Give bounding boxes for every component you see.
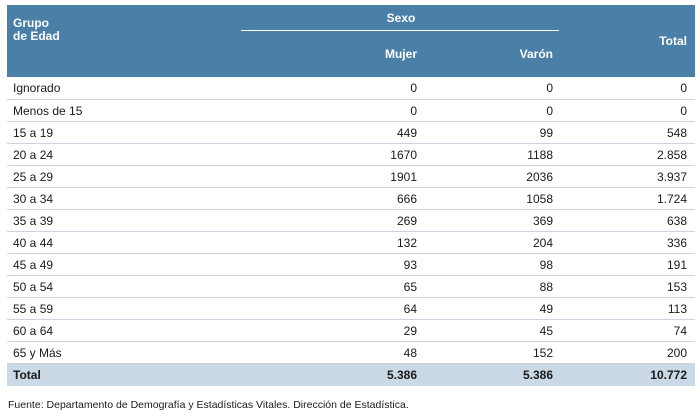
cell-mujer: 0 [241, 77, 425, 100]
cell-total: 3.937 [561, 166, 695, 188]
cell-total: 0 [561, 77, 695, 100]
cell-varon: 2036 [425, 166, 561, 188]
cell-mujer: 65 [241, 276, 425, 298]
cell-mujer: 1901 [241, 166, 425, 188]
table-row [7, 276, 695, 298]
source-note: Fuente: Departamento de Demografía y Estadísticas Vitales. Dirección de Estadística. [8, 399, 409, 411]
cell-mujer: 93 [241, 254, 425, 276]
cell-mujer: 0 [241, 100, 425, 122]
cell-total: 548 [561, 122, 695, 144]
cell-grupo: 40 a 44 [7, 232, 241, 254]
total-row-label: Total [7, 364, 241, 387]
cell-grupo: Menos de 15 [7, 100, 241, 122]
cell-grupo: 55 a 59 [7, 298, 241, 320]
cell-total: 1.724 [561, 188, 695, 210]
header-grupo-line1: Grupo [13, 16, 49, 30]
table-row [7, 77, 695, 100]
cell-total: 336 [561, 232, 695, 254]
table-row [7, 100, 695, 122]
table-row [7, 298, 695, 320]
cell-total: 153 [561, 276, 695, 298]
cell-varon: 45 [425, 320, 561, 342]
table-row [7, 320, 695, 342]
cell-mujer: 64 [241, 298, 425, 320]
header-grupo-de-edad [7, 5, 241, 77]
cell-mujer: 48 [241, 342, 425, 364]
cell-varon: 1058 [425, 188, 561, 210]
cell-grupo: 15 a 19 [7, 122, 241, 144]
total-row-total: 10.772 [561, 364, 695, 387]
cell-total: 113 [561, 298, 695, 320]
cell-varon: 0 [425, 77, 561, 100]
table-row [7, 342, 695, 364]
header-grupo-line2: de Edad [13, 29, 60, 43]
age-sex-table [7, 5, 695, 386]
cell-total: 74 [561, 320, 695, 342]
header-sexo [241, 5, 561, 31]
cell-varon: 204 [425, 232, 561, 254]
table-row [7, 232, 695, 254]
cell-grupo: 30 a 34 [7, 188, 241, 210]
header-mujer: Mujer [241, 31, 425, 77]
table-row [7, 144, 695, 166]
cell-total: 191 [561, 254, 695, 276]
total-row [7, 364, 695, 387]
data-table-container [7, 5, 695, 386]
cell-grupo: 35 a 39 [7, 210, 241, 232]
cell-mujer: 449 [241, 122, 425, 144]
cell-varon: 98 [425, 254, 561, 276]
cell-total: 200 [561, 342, 695, 364]
cell-grupo: 25 a 29 [7, 166, 241, 188]
table-row [7, 122, 695, 144]
cell-mujer: 29 [241, 320, 425, 342]
cell-grupo: 65 y Más [7, 342, 241, 364]
cell-varon: 88 [425, 276, 561, 298]
table-row [7, 210, 695, 232]
cell-total: 0 [561, 100, 695, 122]
table-body [7, 77, 695, 364]
total-row-mujer: 5.386 [241, 364, 425, 387]
cell-mujer: 132 [241, 232, 425, 254]
total-row-varon: 5.386 [425, 364, 561, 387]
cell-varon: 1188 [425, 144, 561, 166]
cell-varon: 49 [425, 298, 561, 320]
cell-mujer: 269 [241, 210, 425, 232]
cell-mujer: 666 [241, 188, 425, 210]
cell-varon: 369 [425, 210, 561, 232]
cell-grupo: 50 a 54 [7, 276, 241, 298]
table-footer [7, 364, 695, 387]
cell-varon: 0 [425, 100, 561, 122]
header-varon: Varón [425, 31, 561, 77]
cell-total: 2.858 [561, 144, 695, 166]
cell-varon: 99 [425, 122, 561, 144]
cell-mujer: 1670 [241, 144, 425, 166]
table-header [7, 5, 695, 77]
header-sexo-rule [241, 30, 559, 31]
cell-grupo: 60 a 64 [7, 320, 241, 342]
cell-grupo: Ignorado [7, 77, 241, 100]
cell-grupo: 45 a 49 [7, 254, 241, 276]
header-sexo-label: Sexo [386, 11, 416, 25]
cell-total: 638 [561, 210, 695, 232]
table-row [7, 166, 695, 188]
cell-varon: 152 [425, 342, 561, 364]
header-total: Total [561, 5, 695, 77]
table-row [7, 188, 695, 210]
table-row [7, 254, 695, 276]
cell-grupo: 20 a 24 [7, 144, 241, 166]
